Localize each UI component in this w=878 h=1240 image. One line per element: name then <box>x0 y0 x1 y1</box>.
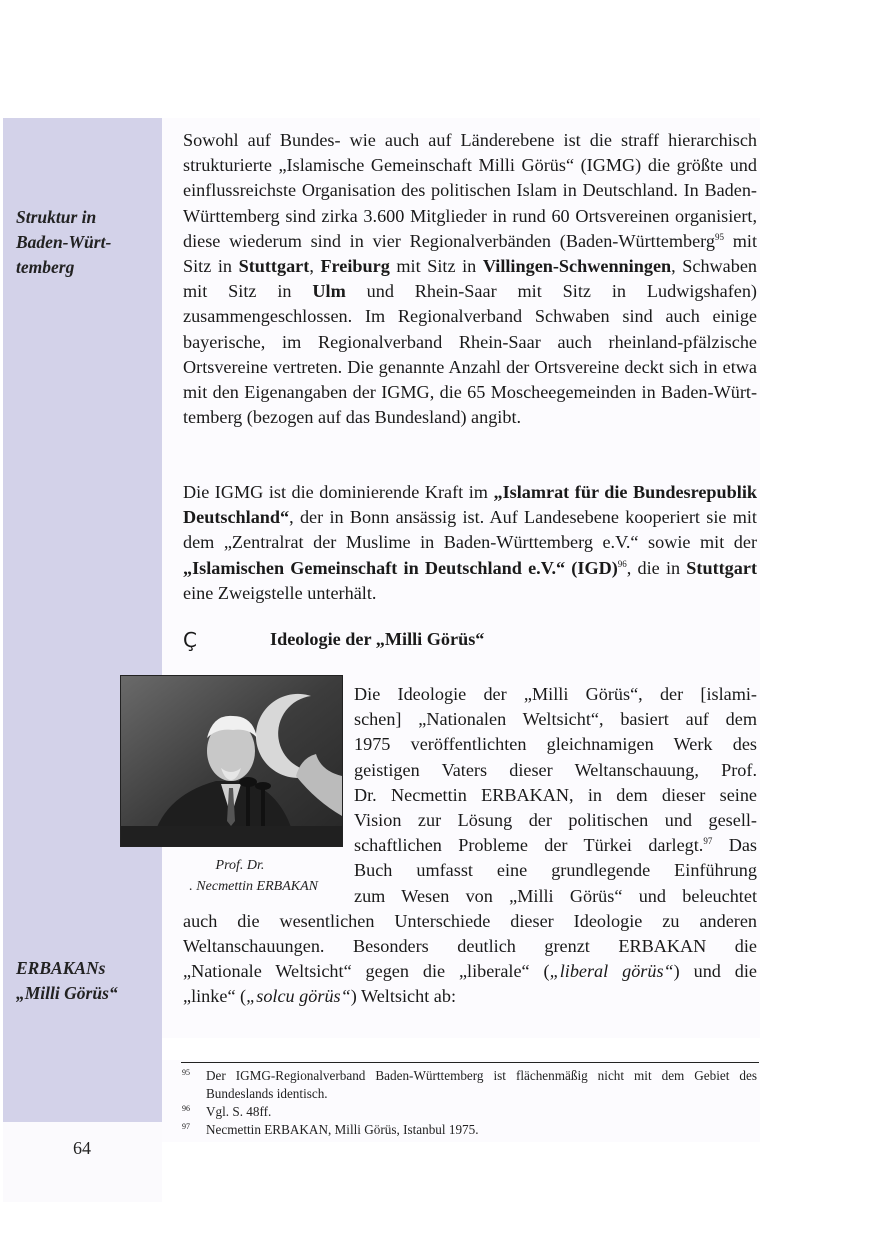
text-run: ) und die <box>673 961 757 982</box>
text-run: mit Sitz in <box>389 256 483 277</box>
text-line <box>183 934 757 959</box>
text-run: , <box>309 256 321 277</box>
footnote-item <box>181 1121 757 1139</box>
paragraph-igmg-islamrat <box>183 480 757 606</box>
bold-term: „Islamischen Gemeinschaft in Deutschland e.V.“ (IGD) <box>183 557 618 578</box>
section-bullet-icon: Ç <box>183 628 197 652</box>
text-run: , Schwaben mit Sitz in <box>183 256 758 302</box>
margin-note-line: Baden-Würt- <box>16 232 112 252</box>
text-run: zum Wesen von „Milli Görüs“ und beleuchtet <box>354 885 757 906</box>
text-run: mit Sitz in <box>183 230 757 277</box>
bold-term: Stuttgart <box>686 557 757 578</box>
footnote-number: 96 <box>182 1104 190 1113</box>
text-run: auch die wesentlichen Unterschiede dieser Ideologie zu anderen <box>183 910 757 931</box>
text-line <box>354 858 757 883</box>
caption-line: . Necmettin ERBAKAN <box>189 879 318 894</box>
text-line <box>354 783 757 808</box>
text-run: , der in Bonn ansässig ist. Auf Landesebene kooperiert sie mit dem „Zentralrat der Muslime in Baden-Württemberg e.V.“ sowie mit der <box>183 507 757 553</box>
text-run: Vision zur Lösung der politischen und gesell- <box>354 810 757 830</box>
page-number-area <box>3 1122 162 1202</box>
footnote-ref: 97 <box>703 836 713 847</box>
text-line <box>354 707 757 732</box>
footnote-divider <box>181 1062 759 1063</box>
text-run: Sowohl auf Bundes- wie auch auf Länderebene ist die straff hierarchisch strukturierte „Islamische Gemeinschaft Milli Görüs“ (IGMG) die größte und einflussreichste Organisation des politischen Islam in Deutschland. In Baden-Württemberg sind zirka 3.600 Mitglieder in rund 60 Ortsvereinen organisiert, diese wiederum sind in vier Regionalverbänden (Baden-Württemberg <box>183 130 757 251</box>
italic-term: „liberal görüs“ <box>549 961 674 982</box>
section-title: Ideologie der „Milli Görüs“ <box>270 629 485 649</box>
text-run: Dr. Necmettin ERBAKAN, in dem dieser seine <box>354 784 757 805</box>
text-line <box>354 732 757 757</box>
text-run: Das <box>712 835 757 856</box>
page-number: 64 <box>73 1138 91 1158</box>
text-run: , die in <box>626 557 687 578</box>
text-run: Buch umfasst eine grundlegende Einführung <box>354 860 757 881</box>
footnote-item <box>181 1067 757 1103</box>
footnote-ref: 96 <box>617 558 627 569</box>
text-run: „linke“ ( <box>183 986 247 1007</box>
bold-term: Stuttgart <box>238 256 310 277</box>
bold-term: Villingen-Schwenningen <box>482 256 672 277</box>
text-run: eine Zweigstelle unterhält. <box>183 582 377 603</box>
margin-note-erbakan <box>16 956 156 1006</box>
margin-note-line: ERBAKANs <box>16 958 106 978</box>
text-run: Weltanschauungen. Besonders deutlich grenzt ERBAKAN die <box>183 936 757 956</box>
italic-term: „solcu görüs“ <box>246 986 351 1007</box>
text-run: „Nationale Weltsicht“ gegen die „liberale“ ( <box>183 961 550 982</box>
caption-line: Prof. Dr. <box>215 858 265 873</box>
footnotes <box>181 1067 757 1139</box>
text-line <box>354 884 757 909</box>
bold-term: „Islamrat für die Bundesrepublik Deutschland“ <box>183 482 758 528</box>
bold-term: Ulm <box>312 281 346 302</box>
footnote-number: 95 <box>182 1068 190 1077</box>
text-line <box>183 984 757 1009</box>
footnote-item <box>181 1103 757 1121</box>
text-line <box>354 758 757 783</box>
text-line <box>354 682 757 707</box>
text-run: und Rhein-Saar mit Sitz in Ludwigshafen) zusammengeschlossen. Im Regionalverband Schwaben sind auch einige bayerische, im Regionalverband Rhein-Saar auch rheinland-pfälzische Ortsvereine vertreten. Die genannte Anzahl der Ortsvereine deckt sich in etwa mit den Eigenangaben der IGMG, die 65 Moscheegemeinden in Baden-Württemberg (bezogen auf das Bundesland) angibt. <box>183 281 757 428</box>
margin-note-line: „Milli Görüs“ <box>16 983 118 1003</box>
text-run: Die Ideologie der „Milli Görüs“, der [islami- <box>354 684 757 704</box>
portrait-photo <box>120 675 343 847</box>
photo-caption <box>140 855 340 897</box>
text-run: 1975 veröffentlichten gleichnamigen Werk des <box>354 734 757 755</box>
margin-note-line: temberg <box>16 257 75 277</box>
text-line <box>354 833 757 858</box>
bold-term: Freiburg <box>320 256 390 277</box>
text-line <box>183 909 757 934</box>
text-run: Die IGMG ist die dominierende Kraft im <box>183 482 494 502</box>
text-run: ) Weltsicht ab: <box>350 986 457 1007</box>
footnote-number: 97 <box>182 1122 190 1131</box>
footnote-text: Vgl. S. 48ff. <box>206 1104 272 1119</box>
section-heading <box>183 629 757 655</box>
text-run: geistigen Vaters dieser Weltanschauung, Prof. <box>354 759 757 780</box>
text-run: schaftlichen Probleme der Türkei darlegt. <box>354 835 704 856</box>
text-run: schen] „Nationalen Weltsicht“, basiert auf dem <box>354 709 757 730</box>
text-line <box>354 808 757 833</box>
margin-note-line: Struktur in <box>16 207 97 227</box>
footnote-text: Der IGMG-Regionalverband Baden-Württemberg ist flächenmäßig nicht mit dem Gebiet des Bundeslands identisch. <box>206 1068 757 1101</box>
paragraph-structure <box>183 128 757 430</box>
footnote-ref: 95 <box>714 231 724 242</box>
margin-note-struktur <box>16 205 156 280</box>
text-line <box>183 959 757 984</box>
footnote-text: Necmettin ERBAKAN, Milli Görüs, Istanbul 1975. <box>206 1122 479 1137</box>
